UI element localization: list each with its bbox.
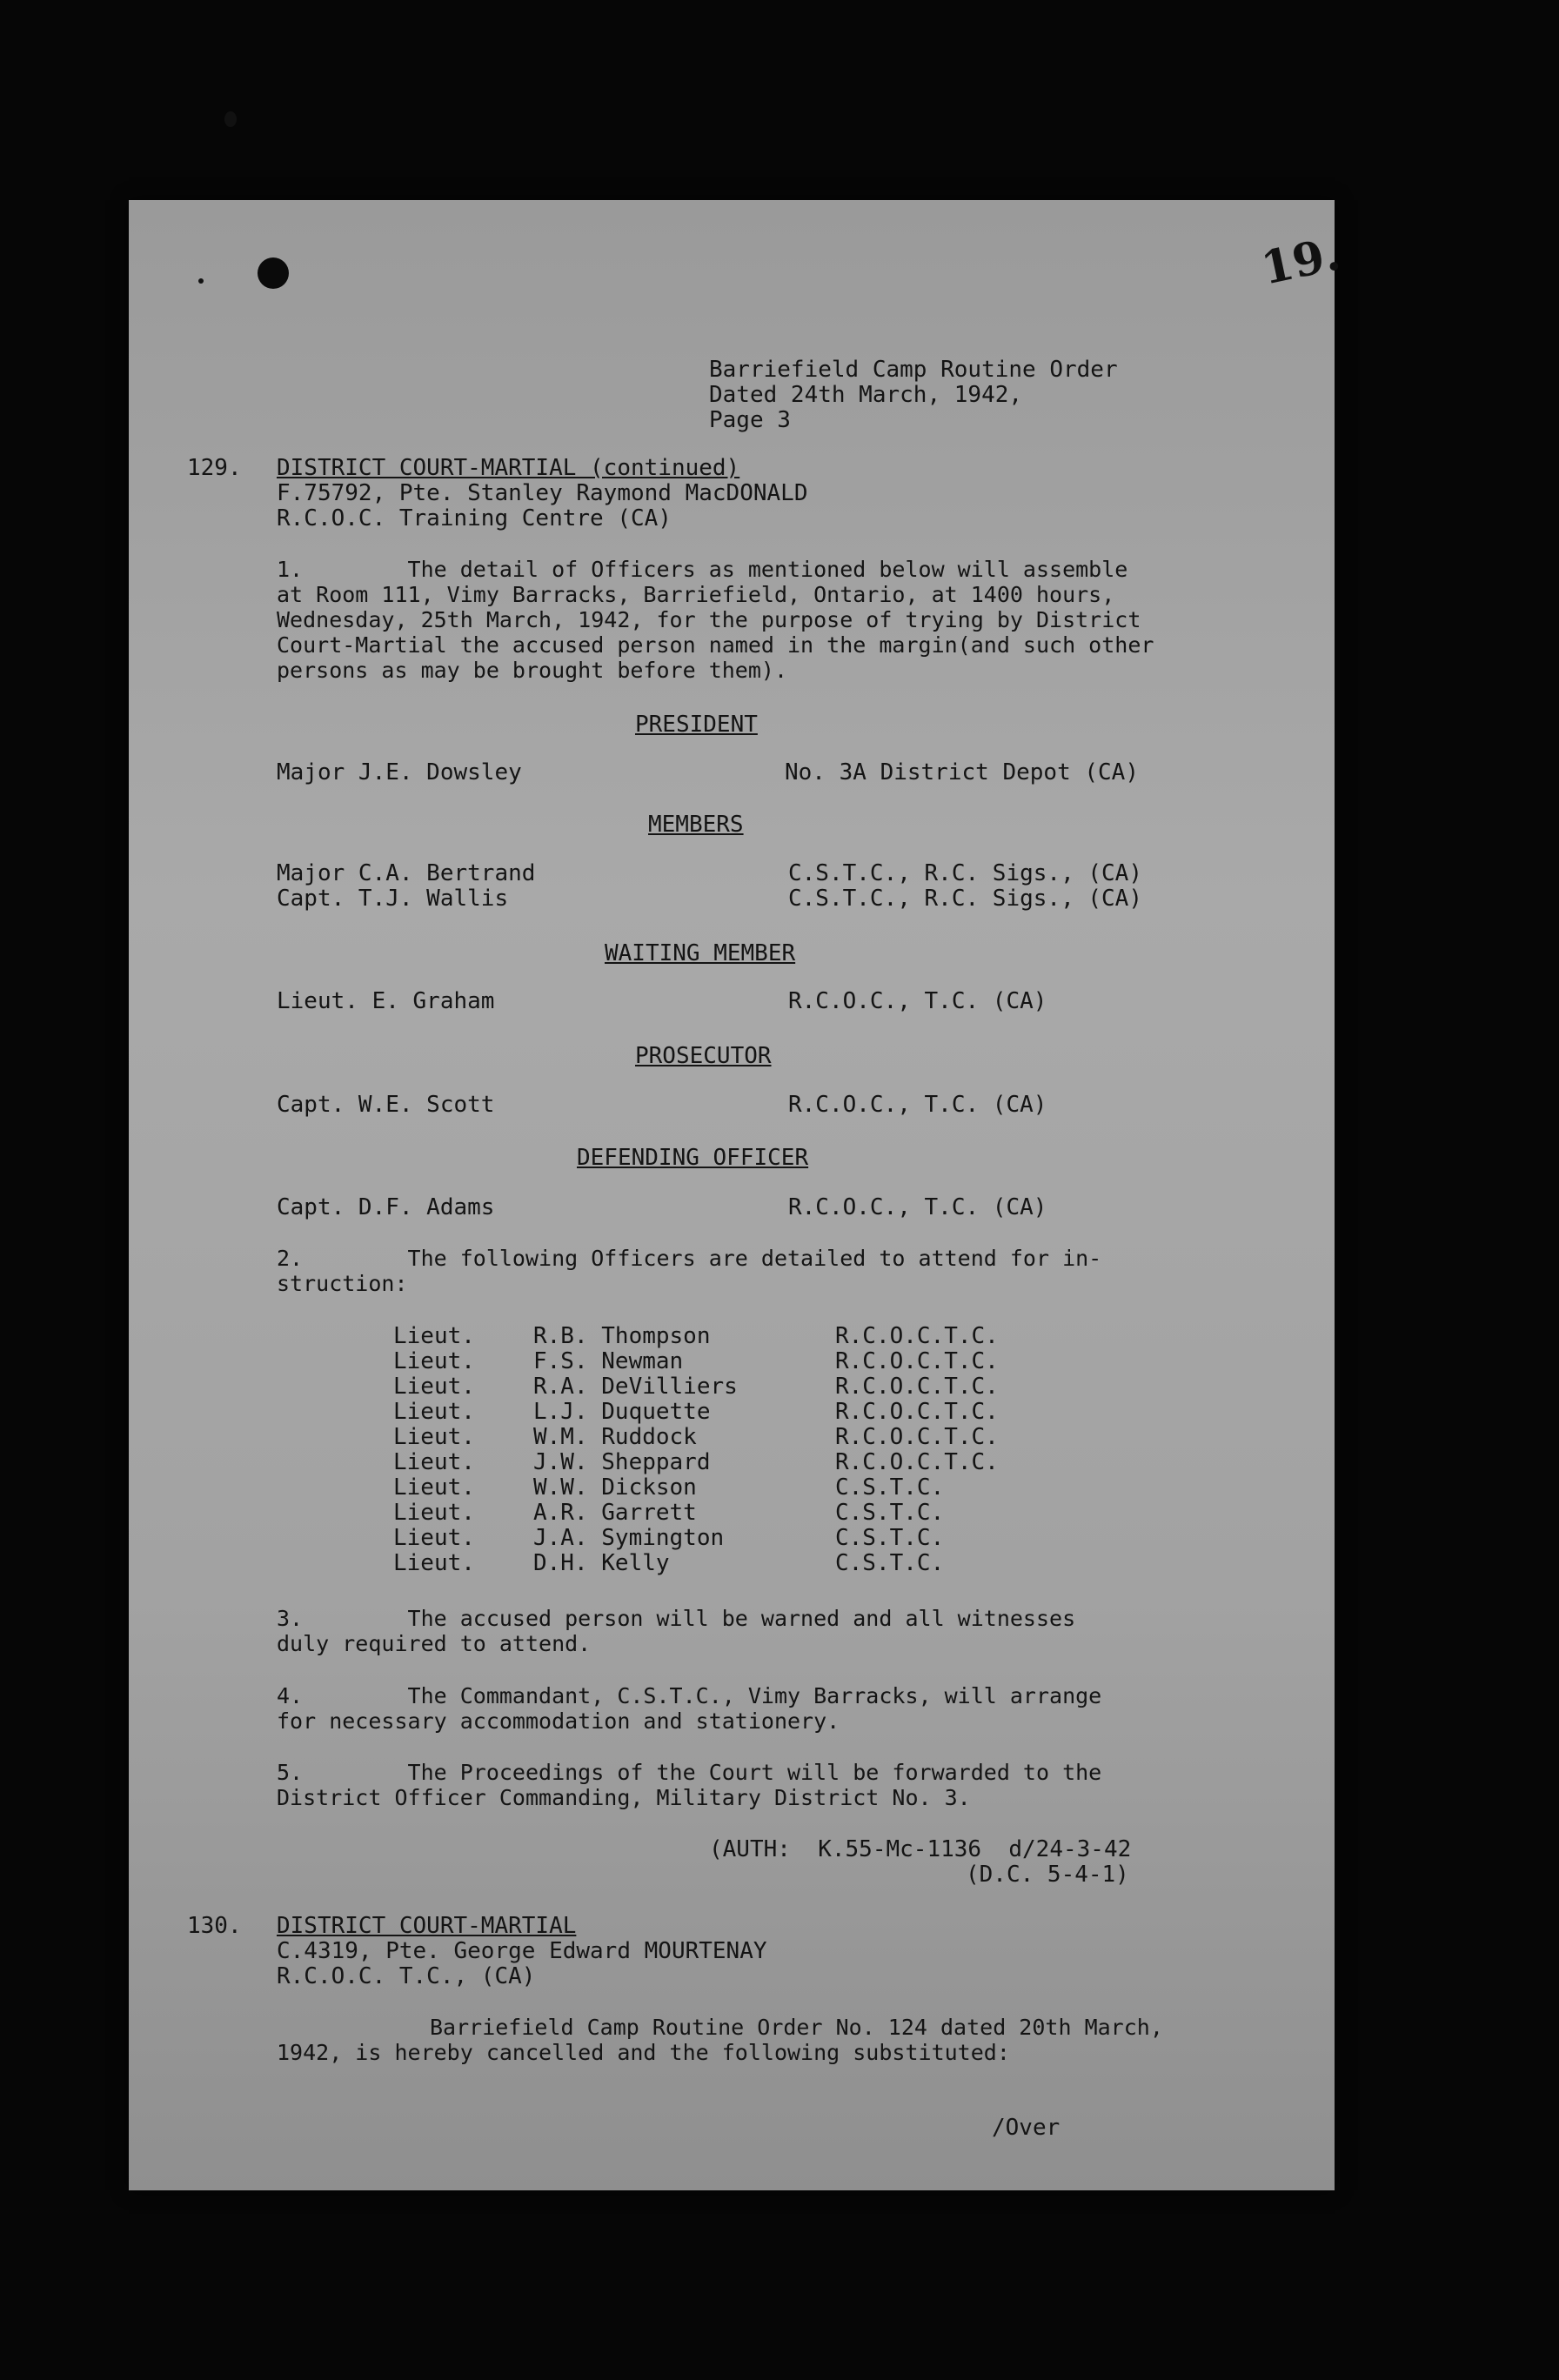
officer-rank: Lieut. (393, 1474, 475, 1501)
order-130-accused: C.4319, Pte. George Edward MOURTENAY (277, 1938, 767, 1964)
officer-name: D.H. Kelly (533, 1550, 670, 1576)
officer-name: J.A. Symington (533, 1525, 725, 1551)
para-5-line: 5. The Proceedings of the Court will be forwarded to the (277, 1760, 1102, 1785)
officer-unit: C.S.T.C. (835, 1474, 945, 1501)
order-129-number: 129. (187, 455, 242, 481)
para-3-line: 3. The accused person will be warned and all witnesses (277, 1606, 1076, 1631)
defending-officer-heading: DEFENDING OFFICER (577, 1145, 809, 1171)
officer-name: R.A. DeVilliers (533, 1374, 738, 1400)
handwritten-folio: 19. (1256, 227, 1345, 296)
para-2-line: struction: (277, 1271, 408, 1296)
officer-name: J.W. Sheppard (533, 1449, 711, 1475)
defending-officer-name: Capt. D.F. Adams (277, 1194, 495, 1220)
waiting-member-name: Lieut. E. Graham (277, 988, 495, 1014)
order-130-title: DISTRICT COURT-MARTIAL (277, 1913, 577, 1939)
officer-unit: R.C.O.C.T.C. (835, 1323, 999, 1349)
para-1-line: persons as may be brought before them). (277, 658, 787, 683)
order-130-body-line: Barriefield Camp Routine Order No. 124 dated 20th March, (430, 2015, 1163, 2040)
para-1-line: Court-Martial the accused person named in the margin(and such other (277, 632, 1154, 658)
waiting-member-heading: WAITING MEMBER (605, 940, 796, 966)
prosecutor-unit: R.C.O.C., T.C. (CA) (788, 1092, 1047, 1118)
prosecutor-heading: PROSECUTOR (635, 1043, 772, 1069)
header-line-2: Dated 24th March, 1942, (709, 382, 1023, 408)
officer-unit: R.C.O.C.T.C. (835, 1424, 999, 1450)
president-name: Major J.E. Dowsley (277, 759, 522, 786)
order-130-number: 130. (187, 1913, 242, 1939)
continuation-note: /Over (992, 2115, 1061, 2141)
para-4-line: for necessary accommodation and stationery. (277, 1708, 840, 1734)
members-heading: MEMBERS (648, 812, 744, 838)
order-129-unit: R.C.O.C. Training Centre (CA) (277, 505, 672, 531)
officer-rank: Lieut. (393, 1348, 475, 1374)
officer-unit: R.C.O.C.T.C. (835, 1449, 999, 1475)
officer-unit: C.S.T.C. (835, 1550, 945, 1576)
officer-unit: R.C.O.C.T.C. (835, 1348, 999, 1374)
defending-officer-unit: R.C.O.C., T.C. (CA) (788, 1194, 1047, 1220)
header-line-1: Barriefield Camp Routine Order (709, 357, 1118, 383)
officer-rank: Lieut. (393, 1424, 475, 1450)
header-line-3: Page 3 (709, 407, 791, 433)
order-130-body-line: 1942, is hereby cancelled and the following substituted: (277, 2040, 1010, 2065)
president-unit: No. 3A District Depot (CA) (785, 759, 1139, 786)
officer-name: L.J. Duquette (533, 1399, 711, 1425)
officer-rank: Lieut. (393, 1449, 475, 1475)
officer-rank: Lieut. (393, 1374, 475, 1400)
member-name: Capt. T.J. Wallis (277, 886, 509, 912)
officer-rank: Lieut. (393, 1550, 475, 1576)
speck (224, 111, 237, 127)
officer-unit: C.S.T.C. (835, 1500, 945, 1526)
order-129-accused: F.75792, Pte. Stanley Raymond MacDONALD (277, 480, 808, 506)
officer-name: F.S. Newman (533, 1348, 684, 1374)
member-name: Major C.A. Bertrand (277, 860, 536, 886)
officer-name: W.M. Ruddock (533, 1424, 697, 1450)
para-4-line: 4. The Commandant, C.S.T.C., Vimy Barracks, will arrange (277, 1683, 1102, 1708)
president-heading: PRESIDENT (635, 712, 758, 738)
officer-rank: Lieut. (393, 1399, 475, 1425)
officer-rank: Lieut. (393, 1525, 475, 1551)
officer-name: R.B. Thompson (533, 1323, 711, 1349)
member-unit: C.S.T.C., R.C. Sigs., (CA) (788, 860, 1142, 886)
officer-unit: C.S.T.C. (835, 1525, 945, 1551)
para-3-line: duly required to attend. (277, 1631, 592, 1656)
prosecutor-name: Capt. W.E. Scott (277, 1092, 495, 1118)
para-1-line: Wednesday, 25th March, 1942, for the purpose of trying by District (277, 607, 1141, 632)
authority-line-2: (D.C. 5-4-1) (966, 1862, 1129, 1888)
officer-name: A.R. Garrett (533, 1500, 697, 1526)
officer-unit: R.C.O.C.T.C. (835, 1374, 999, 1400)
member-unit: C.S.T.C., R.C. Sigs., (CA) (788, 886, 1142, 912)
officer-rank: Lieut. (393, 1323, 475, 1349)
order-129-title: DISTRICT COURT-MARTIAL (continued) (277, 455, 740, 481)
punch-hole (258, 257, 289, 289)
officer-rank: Lieut. (393, 1500, 475, 1526)
officer-name: W.W. Dickson (533, 1474, 697, 1501)
speck (198, 278, 204, 284)
officer-unit: R.C.O.C.T.C. (835, 1399, 999, 1425)
para-1-line: 1. The detail of Officers as mentioned below will assemble (277, 557, 1128, 582)
para-2-line: 2. The following Officers are detailed to attend for in- (277, 1246, 1102, 1271)
order-130-unit: R.C.O.C. T.C., (CA) (277, 1963, 536, 1989)
para-5-line: District Officer Commanding, Military District No. 3. (277, 1785, 971, 1810)
waiting-member-unit: R.C.O.C., T.C. (CA) (788, 988, 1047, 1014)
authority-line-1: (AUTH: K.55-Mc-1136 d/24-3-42 (709, 1836, 1132, 1862)
para-1-line: at Room 111, Vimy Barracks, Barriefield, Ontario, at 1400 hours, (277, 582, 1115, 607)
